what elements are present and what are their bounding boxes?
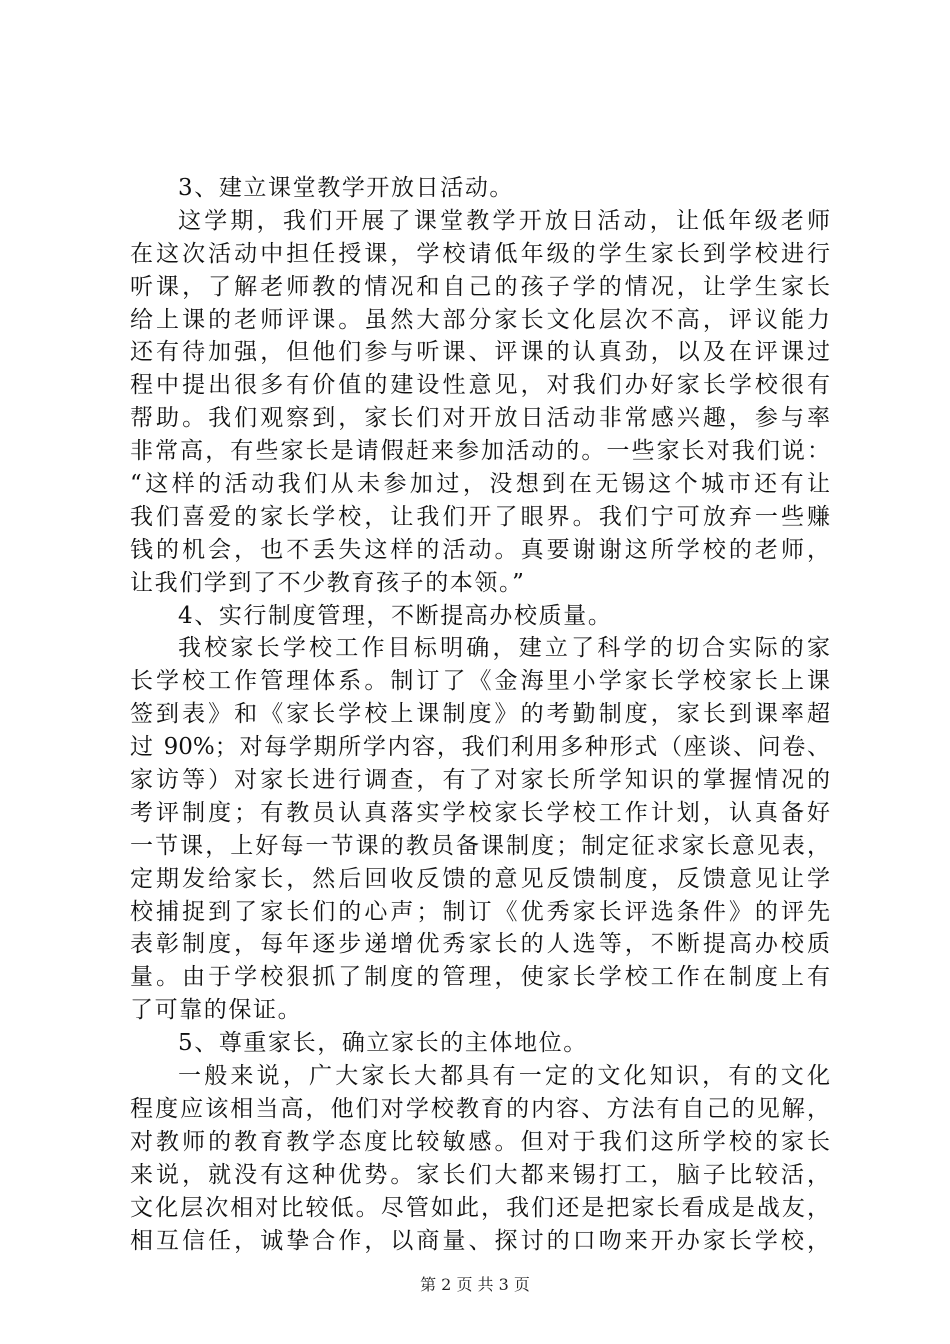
text-line: 来说，就没有这种优势。家长们大都来锡打工，脑子比较活， xyxy=(130,1161,830,1188)
page-number-footer: 第 2 页 共 3 页 xyxy=(420,1275,530,1294)
text-line: 考评制度；有教员认真落实学校家长学校工作计划，认真备好 xyxy=(130,799,830,826)
text-line: 家访等）对家长进行调查，有了对家长所学知识的掌握情况的 xyxy=(130,767,830,794)
text-line: 定期发给家长，然后回收反馈的意见反馈制度，反馈意见让学 xyxy=(130,865,830,892)
text-line: 帮助。我们观察到，家长们对开放日活动非常感兴趣，参与率 xyxy=(130,405,830,432)
text-line: 钱的机会，也不丢失这样的活动。真要谢谢这所学校的老师， xyxy=(130,536,830,563)
text-line: “这样的活动我们从未参加过，没想到在无锡这个城市还有让 xyxy=(130,471,830,498)
text-line: 给上课的老师评课。虽然大部分家长文化层次不高，评议能力 xyxy=(130,306,830,333)
text-line: 在这次活动中担任授课，学校请低年级的学生家长到学校进行 xyxy=(130,240,830,267)
text-line: 还有待加强，但他们参与听课、评课的认真劲，以及在评课过 xyxy=(130,339,830,366)
text-line: 非常高，有些家长是请假赶来参加活动的。一些家长对我们说： xyxy=(130,438,830,465)
text-line: 我校家长学校工作目标明确，建立了科学的切合实际的家 xyxy=(178,635,830,662)
text-line: 相互信任，诚挚合作，以商量、探讨的口吻来开办家长学校， xyxy=(130,1227,830,1254)
text-line: 签到表》和《家长学校上课制度》的考勤制度，家长到课率超 xyxy=(130,701,830,728)
heading-3: 3、建立课堂教学开放日活动。 xyxy=(178,175,515,201)
text-line: 程度应该相当高，他们对学校教育的内容、方法有自己的见解， xyxy=(130,1095,830,1122)
heading-4: 4、实行制度管理，不断提高办校质量。 xyxy=(178,602,613,629)
text-line: 量。由于学校狠抓了制度的管理，使家长学校工作在制度上有 xyxy=(130,964,830,991)
text-line: 过 90%；对每学期所学内容，我们利用多种形式（座谈、问卷、 xyxy=(130,734,830,761)
text-line: 让我们学到了不少教育孩子的本领。” xyxy=(130,569,526,596)
text-line: 校捕捉到了家长们的心声；制订《优秀家长评选条件》的评先 xyxy=(130,898,830,925)
text-line: 表彰制度，每年逐步递增优秀家长的人选等，不断提高办校质 xyxy=(130,931,830,958)
text-line: 程中提出很多有价值的建设性意见，对我们办好家长学校很有 xyxy=(130,372,830,399)
heading-5: 5、尊重家长，确立家长的主体地位。 xyxy=(178,1030,588,1057)
text-line: 长学校工作管理体系。制订了《金海里小学家长学校家长上课 xyxy=(130,668,830,695)
text-line: 了可靠的保证。 xyxy=(130,997,303,1024)
text-line: 我们喜爱的家长学校，让我们开了眼界。我们宁可放弃一些赚 xyxy=(130,503,830,530)
text-line: 一般来说，广大家长大都具有一定的文化知识，有的文化 xyxy=(178,1063,830,1090)
text-line: 文化层次相对比较低。尽管如此，我们还是把家长看成是战友， xyxy=(130,1194,830,1221)
text-line: 一节课，上好每一节课的教员备课制度；制定征求家长意见表， xyxy=(130,832,830,859)
document-body xyxy=(130,172,830,1257)
text-line: 这学期，我们开展了课堂教学开放日活动，让低年级老师 xyxy=(178,207,830,234)
text-line: 听课，了解老师教的情况和自己的孩子学的情况，让学生家长 xyxy=(130,273,830,300)
text-line: 对教师的教育教学态度比较敏感。但对于我们这所学校的家长 xyxy=(130,1128,830,1155)
